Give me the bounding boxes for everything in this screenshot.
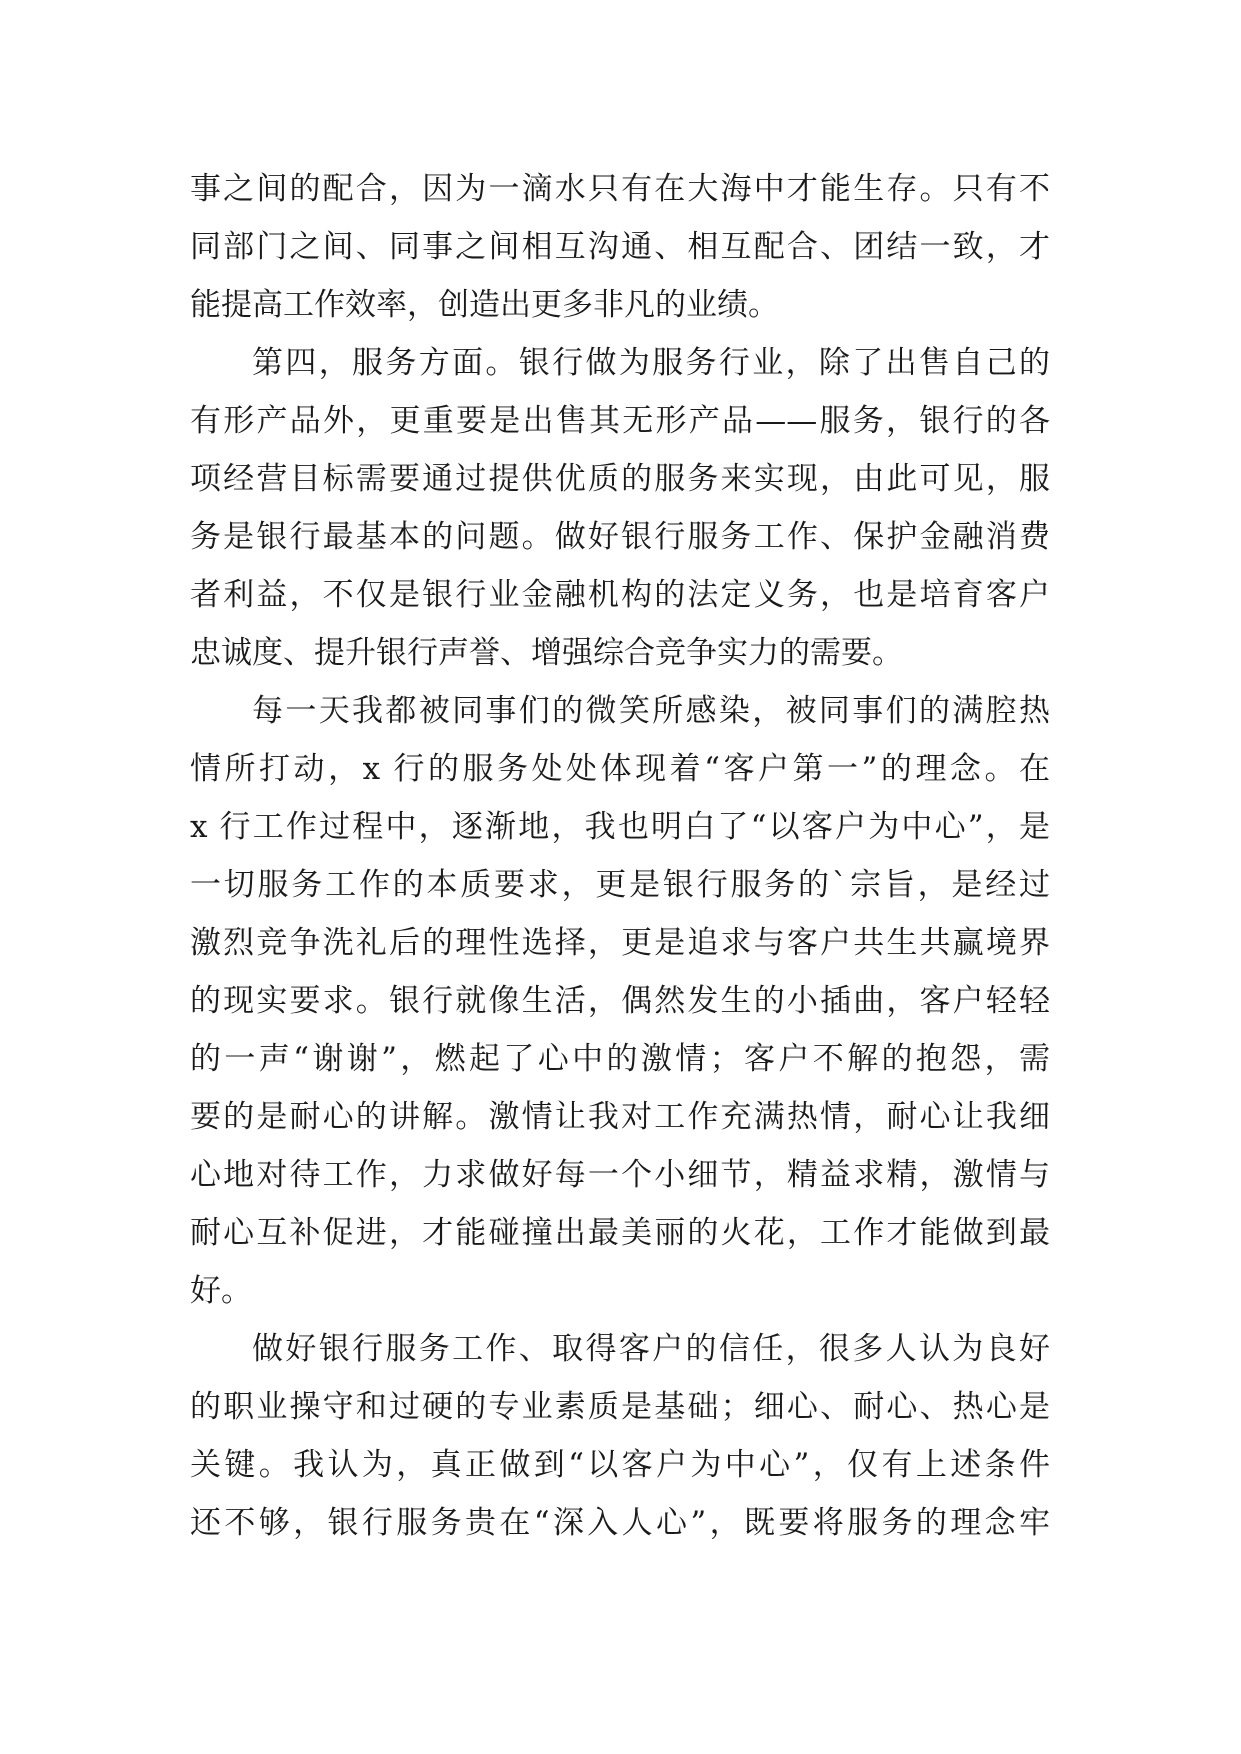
text-line: 做好银行服务工作、取得客户的信任，很多人认为良好 [252, 1331, 1050, 1367]
text-line: 的职业操守和过硬的专业素质是基础；细心、耐心、热心是 [190, 1389, 1050, 1425]
text-line: x 行工作过程中，逐渐地，我也明白了“以客户为中心”，是 [190, 809, 1050, 845]
text-line: 能提高工作效率，创造出更多非凡的业绩。 [190, 287, 779, 323]
text-line: 激烈竞争洗礼后的理性选择，更是追求与客户共生共赢境界 [190, 925, 1050, 961]
text-line: 每一天我都被同事们的微笑所感染，被同事们的满腔热 [252, 693, 1050, 729]
paragraph-1 [190, 160, 1050, 334]
text-line: 要的是耐心的讲解。激情让我对工作充满热情，耐心让我细 [190, 1099, 1050, 1135]
text-line: 的一声“谢谢”，燃起了心中的激情；客户不解的抱怨，需 [190, 1041, 1050, 1077]
text-line: 务是银行最基本的问题。做好银行服务工作、保护金融消费 [190, 519, 1050, 555]
text-line: 项经营目标需要通过提供优质的服务来实现，由此可见，服 [190, 461, 1050, 497]
text-line: 第四，服务方面。银行做为服务行业，除了出售自己的 [252, 345, 1050, 381]
paragraph-2 [190, 334, 1050, 682]
text-line: 同部门之间、同事之间相互沟通、相互配合、团结一致，才 [190, 229, 1050, 265]
text-line: 一切服务工作的本质要求，更是银行服务的`宗旨，是经过 [190, 867, 1050, 903]
text-line: 情所打动，x 行的服务处处体现着“客户第一”的理念。在 [190, 751, 1050, 787]
text-line: 有形产品外，更重要是出售其无形产品——服务，银行的各 [190, 403, 1050, 439]
text-line: 事之间的配合，因为一滴水只有在大海中才能生存。只有不 [190, 171, 1050, 207]
text-line: 心地对待工作，力求做好每一个小细节，精益求精，激情与 [190, 1157, 1050, 1193]
text-line: 好。 [190, 1273, 252, 1309]
text-line: 忠诚度、提升银行声誉、增强综合竞争实力的需要。 [190, 635, 903, 671]
text-line: 还不够，银行服务贵在“深入人心”，既要将服务的理念牢 [190, 1505, 1050, 1541]
text-line: 的现实要求。银行就像生活，偶然发生的小插曲，客户轻轻 [190, 983, 1050, 1019]
document-body [190, 160, 1050, 1552]
text-line: 关键。我认为，真正做到“以客户为中心”，仅有上述条件 [190, 1447, 1050, 1483]
text-line: 耐心互补促进，才能碰撞出最美丽的火花，工作才能做到最 [190, 1215, 1050, 1251]
text-line: 者利益，不仅是银行业金融机构的法定义务，也是培育客户 [190, 577, 1050, 613]
paragraph-3 [190, 682, 1050, 1320]
paragraph-4 [190, 1320, 1050, 1552]
